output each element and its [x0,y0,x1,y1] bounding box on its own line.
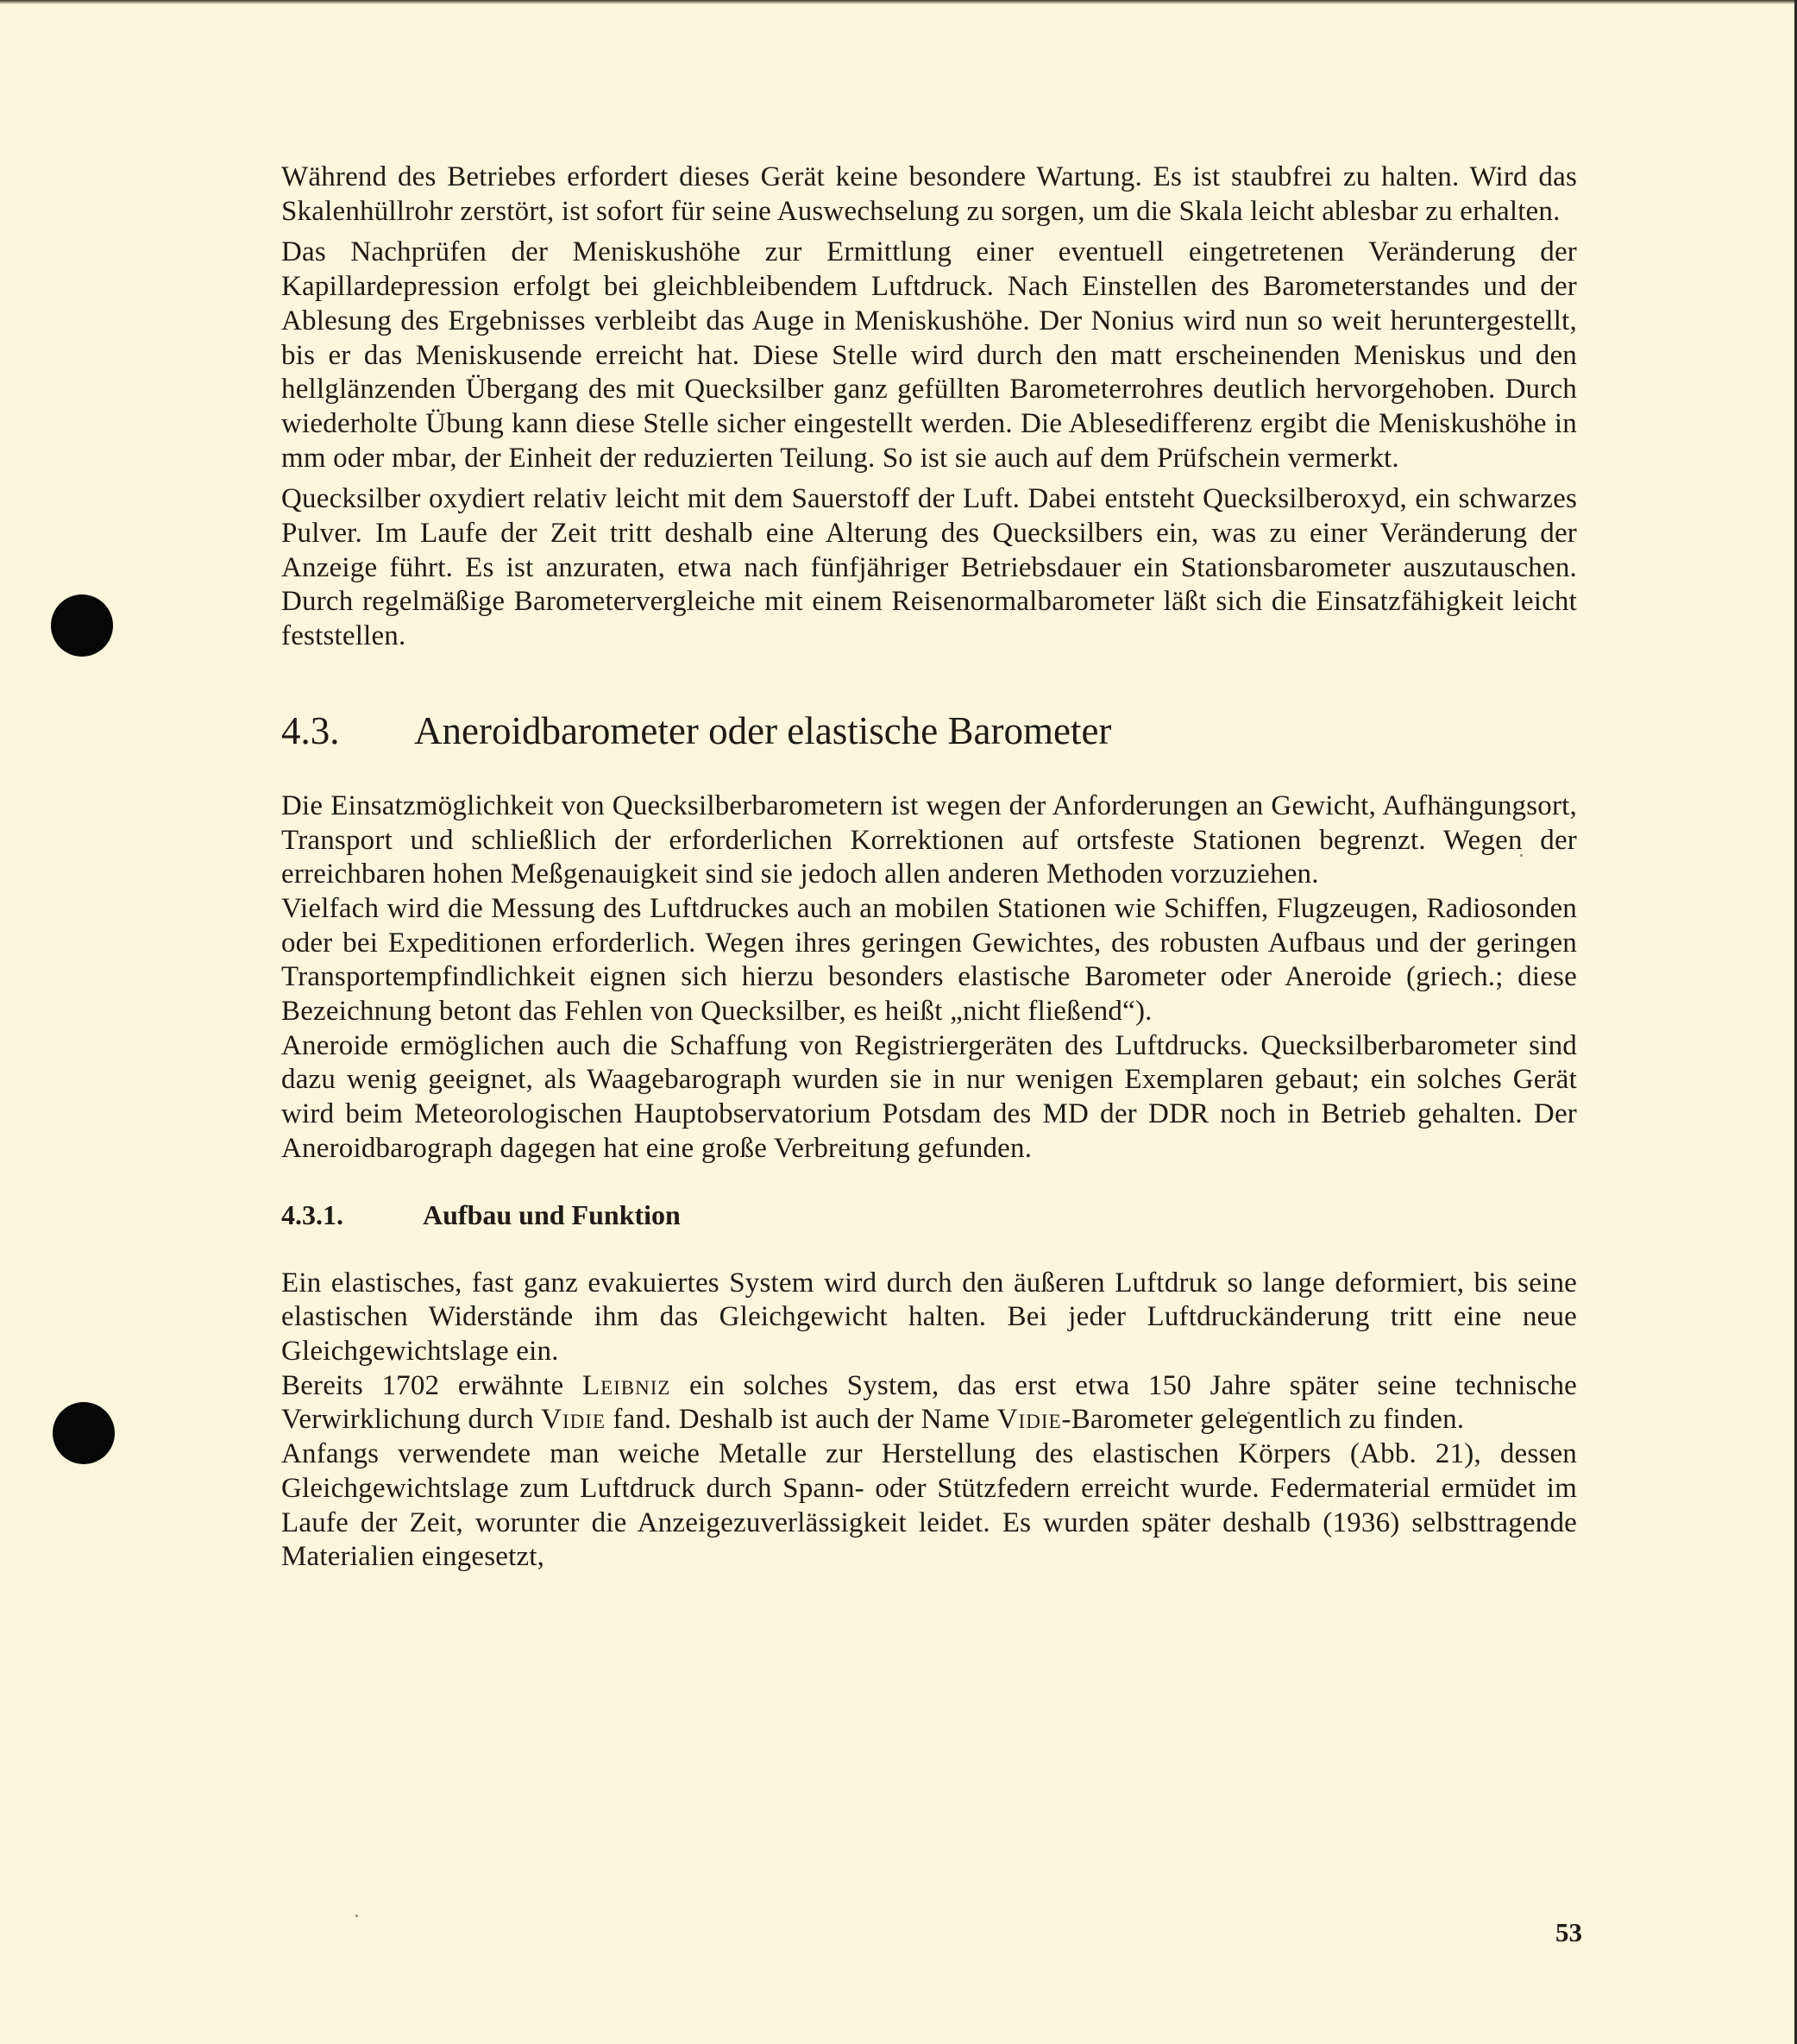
body-paragraph: Aneroide ermöglichen auch die Schaffung von Registriergeräten des Luftdrucks. Quecksilberbarometer sind dazu wenig geeignet, als Waagebarograph wurden sie in nur wenigen Exemplaren gebaut; ein solches Gerät wird beim Meteorologischen Hauptobservatorium Potsdam des MD der DDR noch in Betrieb gehalten. Der Aneroidbarograph dagegen hat eine große Verbreitung gefunden. [281,1029,1577,1164]
page-top-edge [0,0,1797,4]
subsection-title: Aufbau und Funktion [423,1198,681,1230]
body-paragraph: Das Nachprüfen der Meniskushöhe zur Ermittlung einer eventuell eingetretenen Veränderung der Kapillardepression erfolgt bei gleichbleibendem Luftdruck. Nach Einstellen des Barometerstandes und der Ablesung des Ergebnisses verbleibt das Auge in Meniskushöhe. Der Nonius wird nun so weit heruntergestellt, bis er das Meniskusende erreicht hat. Diese Stelle wird durch den matt erscheinenden Meniskus und den hellglänzenden Übergang des mit Quecksilber ganz gefüllten Barometerrohres deutlich hervorgehoben. Durch wiederholte Übung kann diese Stelle sicher eingestellt werden. Die Ablesedifferenz ergibt die Meniskushöhe in mm oder mbar, der Einheit der reduzierten Teilung. So ist sie auch auf dem Prüfschein vermerkt. [281,236,1577,474]
text-run: -Barometer gelegentlich zu finden. [1061,1404,1465,1436]
body-paragraph: Die Einsatzmöglichkeit von Quecksilberbarometern ist wegen der Anforderungen an Gewicht, Aufhängungsort, Transport und schließlich der erforderlichen Korrektionen auf ortsfeste Stationen begrenzt. Wegen der erreichbaren hohen Meßgenauigkeit sind sie jedoch allen anderen Methoden vorzuziehen. [281,789,1577,890]
punch-hole-bottom [53,1402,115,1464]
punch-hole-top [51,594,113,657]
page-body [281,160,1577,1575]
body-paragraph: Anfangs verwendete man weiche Metalle zur Herstellung des elastischen Körpers (Abb. 21), dessen Gleichgewichtslage zum Luftdruck durch Spann- oder Stützfedern erreicht wurde. Federmaterial ermüdet im Laufe der Zeit, worunter die Anzeigezuverlässigkeit leidet. Es wurden später deshalb (1936) selbsttragende Materialien eingesetzt, [281,1438,1577,1573]
body-paragraph: Ein elastisches, fast ganz evakuiertes System wird durch den äußeren Luftdruk so lange deformiert, bis seine elastischen Widerstände ihm das Gleichgewicht halten. Bei jeder Luftdruckänderung tritt eine neue Gleichgewichtslage ein. [281,1267,1577,1367]
text-run: ein solches System, das erst etwa 150 Jahre später seine technische Verwirklichung durch [281,1369,1577,1436]
body-paragraph: Während des Betriebes erfordert dieses Gerät keine besondere Wartung. Es ist staubfrei zu halten. Wird das Skalenhüllrohr zerstört, ist sofort für seine Auswechselung zu sorgen, um die Skala leicht ablesbar zu erhalten. [281,161,1577,227]
section-number: 4.3. [281,708,340,752]
body-paragraph: Quecksilber oxydiert relativ leicht mit dem Sauerstoff der Luft. Dabei entsteht Quecksilberoxyd, ein schwarzes Pulver. Im Laufe der Zeit tritt deshalb eine Alterung des Quecksilbers ein, was zu einer Veränderung der Anzeige führt. Es ist anzuraten, etwa nach fünfjähriger Betriebsdauer ein Stationsbarometer auszutauschen. Durch regelmäßige Barometervergleiche mit einem Reisenormalbarometer läßt sich die Einsatzfähigkeit leicht feststellen. [281,483,1577,652]
section-title: Aneroidbarometer oder elastische Barometer [414,708,1112,752]
text-run: fand. Deshalb ist auch der Name [605,1404,997,1436]
body-paragraph [281,1369,1577,1437]
person-name: Vidie [996,1404,1062,1436]
section-heading [281,708,1577,754]
person-name: Vidie [541,1404,606,1436]
subsection-number: 4.3.1. [281,1198,343,1230]
body-paragraph: Vielfach wird die Messung des Luftdruckes auch an mobilen Stationen wie Schiffen, Flugzeugen, Radiosonden oder bei Expeditionen erforderlich. Wegen ihres geringen Gewichtes, des robusten Aufbaus und der geringen Transportempfindlichkeit eignen sich hierzu besonders elastische Barometer oder Aneroide (griech.; diese Bezeichnung betont das Fehlen von Quecksilber, es heißt „nicht fließend“). [281,892,1577,1028]
text-run: Bereits 1702 erwähnte [281,1369,582,1401]
subsection-heading [281,1198,1577,1232]
person-name: Leibniz [581,1369,671,1401]
page-number: 53 [1555,1917,1582,1947]
scan-speck [355,1915,358,1917]
